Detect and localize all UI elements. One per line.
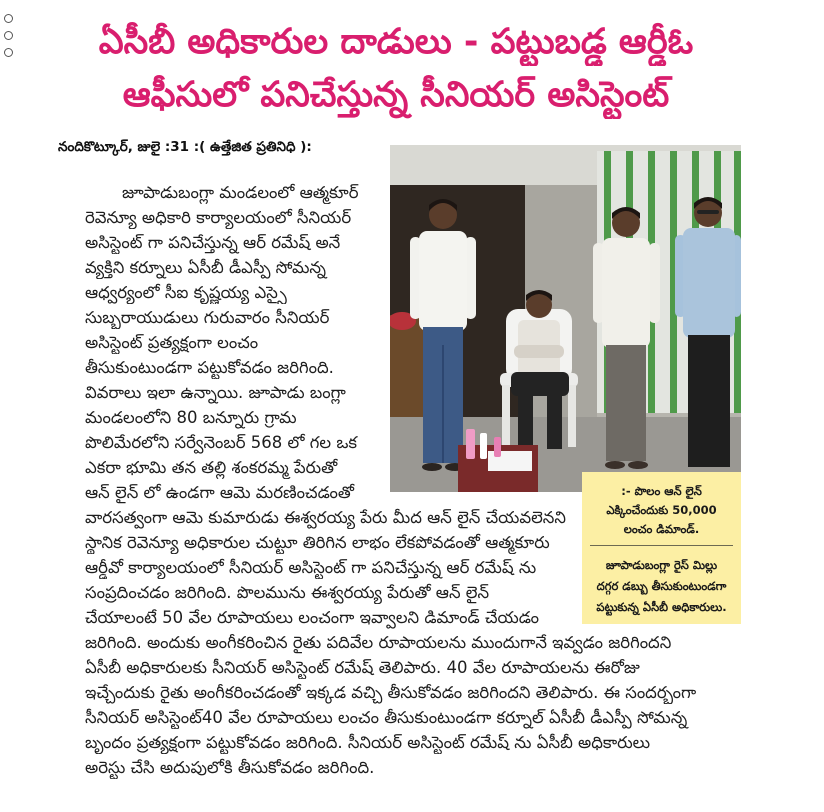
body-line: అరెస్టు చేసి అదుపులోకి తీసుకోవడం జరిగింది. [85, 758, 375, 777]
glasses-icon [697, 210, 719, 214]
news-photo [390, 145, 741, 492]
dateline: నందికొట్కూర్, జులై :31 :( ఉత్తేజిత ప్రతినిధి ): [58, 139, 312, 155]
body-line: అసిస్టెంట్ గా పనిచేస్తున్న ఆర్ రమేష్ అనే [85, 233, 341, 252]
body-line: ఎకరా భూమి తన తల్లి శంకరమ్మ పేరుతో [85, 458, 338, 477]
headline-line-2: ఆఫీసులో పనిచేస్తున్న సీనియర్ అసిస్టెంట్ [122, 75, 670, 115]
body-line: ఆధ్వర్యంలో సీఐ కృష్ణయ్య ఎస్సై [85, 283, 287, 302]
margin-mark [4, 48, 13, 57]
photo-caption-line: పట్టుకున్న ఏసీబీ అధికారులు. [596, 600, 727, 614]
body-line: సంప్రదించడం జరిగింది. పొలమును ఈశ్వరయ్య పేరుతో ఆన్ లైన్ [85, 583, 490, 602]
body-line: ఆర్డీవో కార్యాలయంలో సీనియర్ అసిస్టెంట్ గా పనిచేస్తున్న ఆర్ రమేష్ ను [85, 558, 537, 577]
bottle [494, 437, 501, 457]
body-line: రెవెన్యూ అధికారి కార్యాలయంలో సీనియర్ [85, 208, 352, 227]
caption-highlight-line: లంచం డిమాండ్. [623, 522, 700, 536]
body-line: వారసత్వంగా ఆమె కుమారుడు ఈశ్వరయ్య పేరు మీద ఆన్ లైన్ చేయవలెనని [85, 508, 566, 527]
body-line: చేయాలంటే 50 వేల రూపాయలు లంచంగా ఇవ్వాలని డిమాండ్ చేయడం [85, 608, 540, 627]
body-line: స్థానిక రెవెన్యూ అధికారుల చుట్టూ తిరిగిన లాభం లేకపోవడంతో ఆత్మకూరు [85, 533, 550, 552]
body-line: అసిస్టెంట్ ప్రత్యక్షంగా లంచం [85, 333, 259, 352]
body-line: సీనియర్ అసిస్టెంట్40 వేల రూపాయలు లంచం తీసుకుంటుండగా కర్నూల్ ఏసీబీ డీఎస్పీ సోమన్న [85, 708, 688, 727]
bottle [480, 433, 487, 459]
margin-mark [4, 14, 13, 23]
photo-caption-line: జూపాడుబంగ్లా రైస్ మిల్లు [605, 558, 718, 572]
caption-highlight-line: ఎక్కించేందుకు 50,000 [606, 503, 717, 517]
body-line: తీసుకుంటుండగా పట్టుకోవడం జరిగింది. [85, 358, 334, 377]
caption-divider [590, 545, 733, 546]
body-line: జరిగింది. అందుకు అంగీకరించిన రైతు పదివేల రూపాయలను ముందుగానే ఇవ్వడం జరిగిందని [85, 633, 672, 652]
body-line: ఆన్ లైన్ లో ఉండగా ఆమె మరణించడంతో [85, 483, 355, 502]
body-line: సుబ్బరాయుడులు గురువారం సీనియర్ [85, 308, 330, 327]
body-line: వివరాలు ఇలా ఉన్నాయి. జూపాడు బంగ్లా [85, 383, 346, 402]
body-line: వ్యక్తిని కర్నూలు ఏసీబీ డీఎస్పీ సోమన్న [85, 258, 326, 277]
body-line: పొలిమేరలోని సర్వేనెంబర్ 568 లో గల ఒక [85, 433, 358, 452]
photo-caption-box [582, 472, 741, 624]
bottle [466, 429, 475, 459]
margin-mark [4, 31, 13, 40]
body-line: మండలంలోని 80 బన్నూరు గ్రామ [85, 408, 297, 427]
headline-line-1: ఏసీబీ అధికారుల దాడులు - పట్టుబడ్డ ఆర్డీఓ [98, 22, 694, 62]
body-line: ఇచ్చేందుకు రైతు అంగీకరించడంతో ఇక్కడ వచ్చి తీసుకోవడం జరిగిందని తెలిపారు. ఈ సందర్భంగా [85, 683, 697, 702]
body-line: ఏసీబీ అధికారులకు సీనియర్ అసిస్టెంట్ రమేష్ తెలిపారు. 40 వేల రూపాయలను ఈరోజు [85, 658, 640, 677]
caption-highlight-line: :- పొలం ఆన్ లైన్ [621, 484, 702, 498]
body-line: బృందం ప్రత్యక్షంగా పట్టుకోవడం జరిగింది. సీనియర్ అసిస్టెంట్ రమేష్ ను ఏసీబీ అధికారులు [85, 733, 651, 752]
photo-caption-line: దగ్గర డబ్బు తీసుకుంటుండగా [596, 579, 727, 593]
body-line: జూపాడుబంగ్లా మండలంలో ఆత్మకూర్ [122, 183, 359, 202]
